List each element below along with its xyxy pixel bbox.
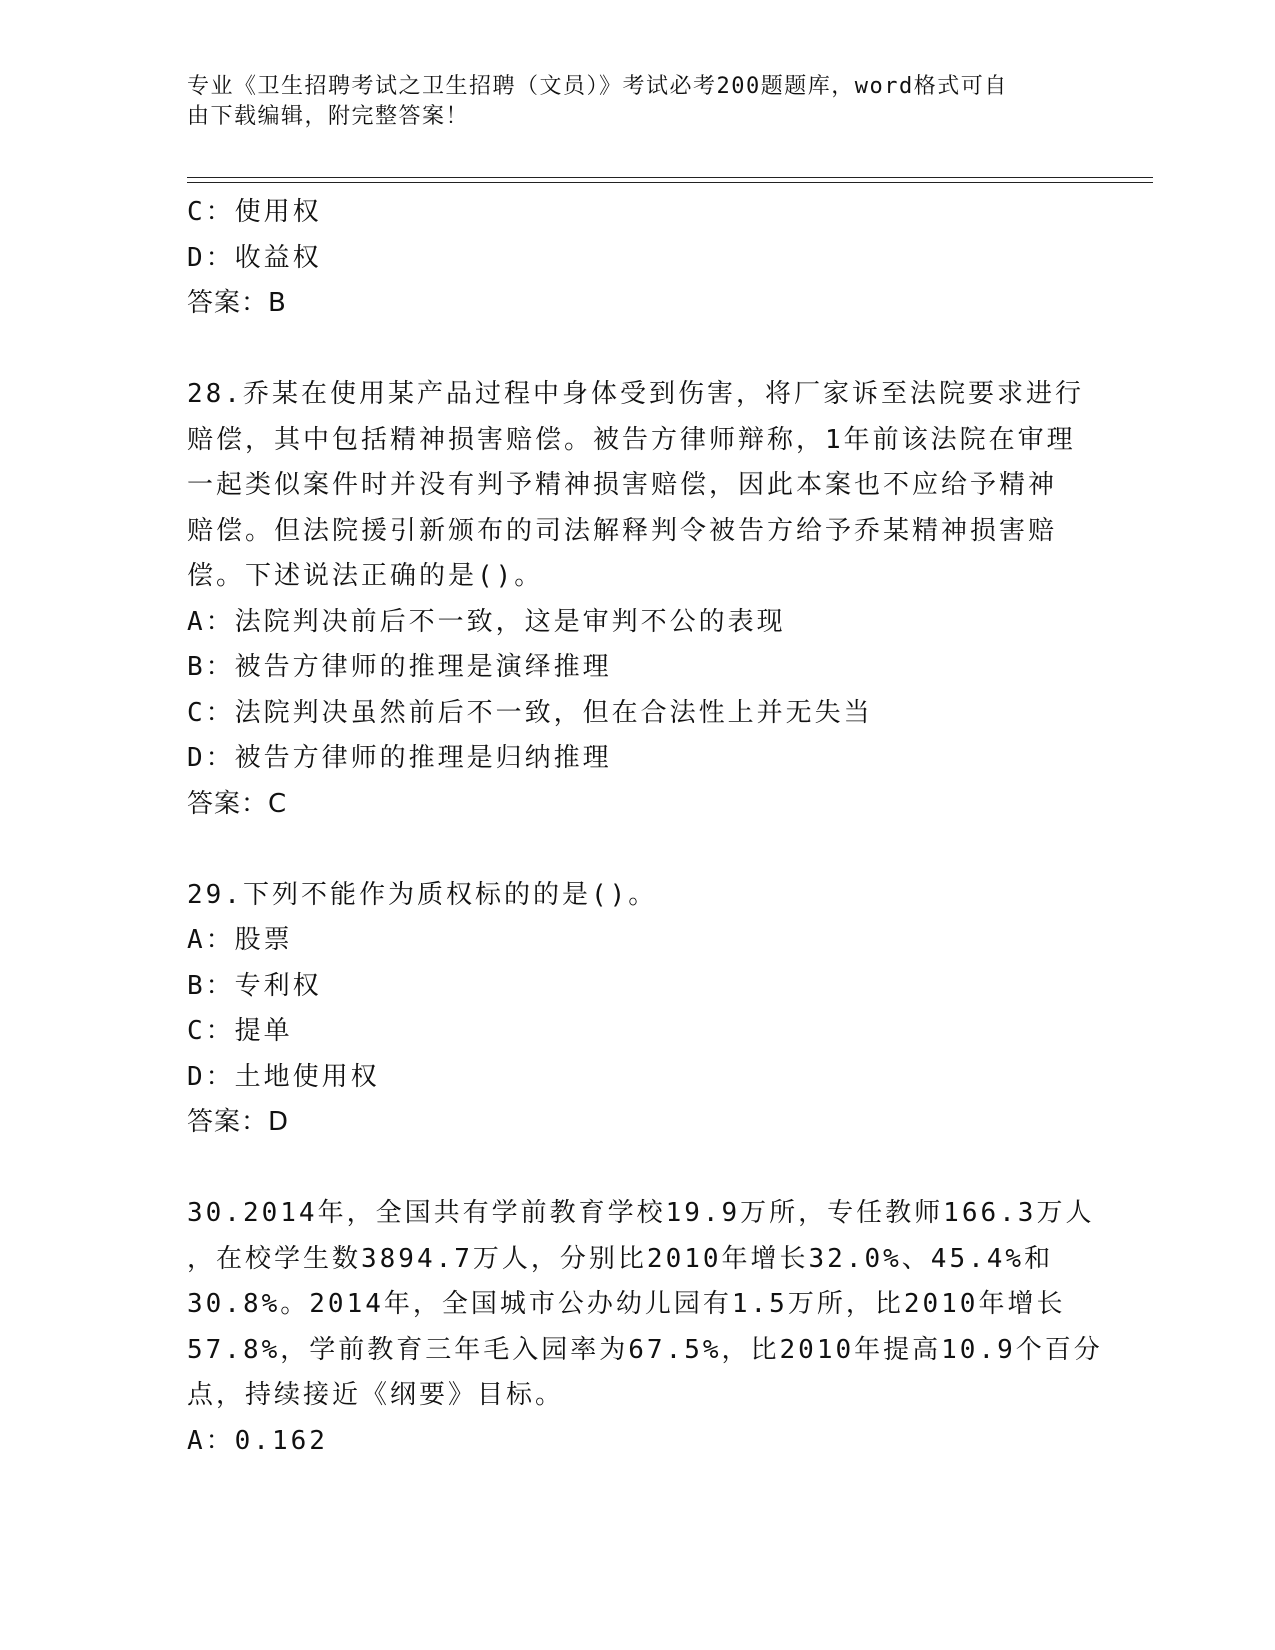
spacer — [187, 1146, 1087, 1192]
q28-option-d: D：被告方律师的推理是归纳推理 — [187, 743, 612, 773]
document-header — [187, 72, 1067, 132]
question-28 — [187, 372, 1087, 600]
header-divider-top — [187, 177, 1153, 178]
question-30-line: 点，持续接近《纲要》目标。 — [187, 1380, 565, 1410]
prev-option-c: C：使用权 — [187, 197, 322, 227]
question-30 — [187, 1191, 1103, 1419]
spacer — [187, 827, 1087, 873]
header-line-2: 由下载编辑，附完整答案！ — [187, 104, 470, 129]
question-28-line: 赔偿，其中包括精神损害赔偿。被告方律师辩称，1年前该法院在审理 — [187, 424, 1076, 455]
question-30-line: ，在校学生数3894.7万人，分别比2010年增长32.0%、45.4%和 — [187, 1243, 1054, 1274]
header-line-1: 专业《卫生招聘考试之卫生招聘（文员）》考试必考200题题库，word格式可自 — [187, 74, 1008, 99]
header-divider-bottom — [187, 182, 1153, 183]
q29-answer: 答案：D — [187, 1107, 290, 1137]
question-content — [187, 190, 1103, 1464]
question-28-line: 一起类似案件时并没有判予精神损害赔偿，因此本案也不应给予精神 — [187, 470, 1058, 500]
prev-answer: 答案：B — [187, 288, 287, 318]
q29-option-c: C：提单 — [187, 1016, 293, 1046]
question-30-line: 57.8%，学前教育三年毛入园率为67.5%，比2010年提高10.9个百分 — [187, 1334, 1103, 1365]
q29-option-a: A：股票 — [187, 925, 293, 955]
question-28-line: 偿。下述说法正确的是()。 — [187, 561, 544, 591]
q30-option-a: A：0.162 — [187, 1425, 328, 1456]
q29-option-b: B：专利权 — [187, 970, 322, 1001]
q28-answer: 答案：C — [187, 788, 288, 819]
q28-option-a: A：法院判决前后不一致，这是审判不公的表现 — [187, 606, 786, 637]
spacer — [187, 327, 1087, 373]
question-30-line: 30.8%。2014年，全国城市公办幼儿园有1.5万所，比2010年增长 — [187, 1289, 1066, 1319]
question-28-line: 28.乔某在使用某产品过程中身体受到伤害，将厂家诉至法院要求进行 — [187, 379, 1084, 409]
prev-option-d: D：收益权 — [187, 242, 322, 273]
question-30-line: 30.2014年，全国共有学前教育学校19.9万所，专任教师166.3万人 — [187, 1198, 1095, 1228]
q29-option-d: D：土地使用权 — [187, 1061, 380, 1092]
question-28-line: 赔偿。但法院援引新颁布的司法解释判令被告方给予乔某精神损害赔 — [187, 515, 1058, 546]
q28-option-b: B：被告方律师的推理是演绎推理 — [187, 652, 612, 682]
q28-option-c: C：法院判决虽然前后不一致，但在合法性上并无失当 — [187, 697, 873, 728]
question-29: 29.下列不能作为质权标的的是()。 — [187, 879, 658, 910]
